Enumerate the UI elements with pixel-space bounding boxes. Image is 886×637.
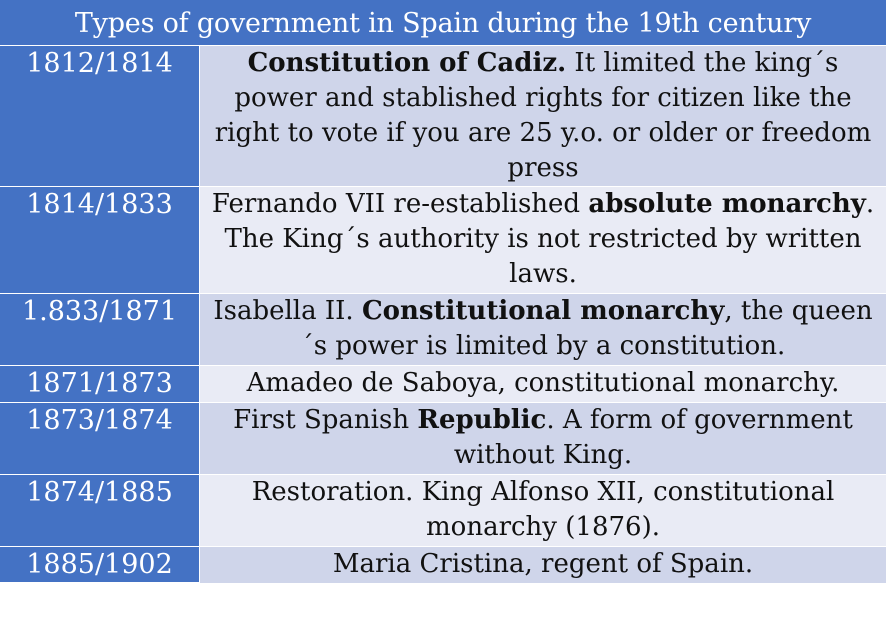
- description-cell: [199, 403, 886, 474]
- description-text: First Spanish: [233, 405, 418, 435]
- description-bold-text: Republic: [417, 405, 547, 435]
- description-bold-text: absolute monarchy: [588, 189, 866, 219]
- description-cell: [199, 46, 886, 186]
- description-text: Amadeo de Saboya, constitutional monarchy.: [246, 368, 840, 398]
- table-row: [0, 293, 886, 365]
- description-text: Restoration. King Alfonso XII, constitutional monarchy (1876).: [251, 477, 835, 542]
- period-cell: 1812/1814: [26, 48, 173, 79]
- description-text: Fernando VII re-established: [211, 189, 589, 219]
- description-cell: [199, 294, 886, 365]
- table-row: [0, 186, 886, 293]
- table-row: [0, 402, 886, 474]
- description-cell: [199, 547, 886, 583]
- description-text: . A form of government without King.: [453, 405, 853, 470]
- description-text: It limited the king´s power and stablished rights for citizen like the right to vote if you are 25 y.o. or older or freedom press: [214, 48, 872, 183]
- description-cell: [199, 366, 886, 402]
- description-bold-text: Constitution of Cadiz.: [247, 48, 567, 78]
- description-cell: [199, 187, 886, 293]
- description-text: Maria Cristina, regent of Spain.: [332, 549, 754, 579]
- description-text: , the queen´s power is limited by a constitution.: [300, 296, 873, 361]
- period-cell: 1814/1833: [26, 189, 173, 220]
- table-row: [0, 365, 886, 402]
- table-title: Types of government in Spain during the 19th century: [74, 8, 812, 39]
- period-cell: 1871/1873: [26, 368, 173, 399]
- table-row: [0, 45, 886, 186]
- period-cell: 1874/1885: [26, 477, 173, 508]
- table-row: [0, 474, 886, 546]
- table-row: [0, 546, 886, 584]
- description-bold-text: Constitutional monarchy: [361, 296, 725, 326]
- period-cell: 1.833/1871: [21, 296, 178, 327]
- period-cell: 1873/1874: [26, 405, 173, 436]
- description-text: . The King´s authority is not restricted by written laws.: [224, 189, 875, 289]
- description-cell: [199, 475, 886, 546]
- description-text: Isabella II.: [213, 296, 362, 326]
- period-cell: 1885/1902: [26, 549, 173, 580]
